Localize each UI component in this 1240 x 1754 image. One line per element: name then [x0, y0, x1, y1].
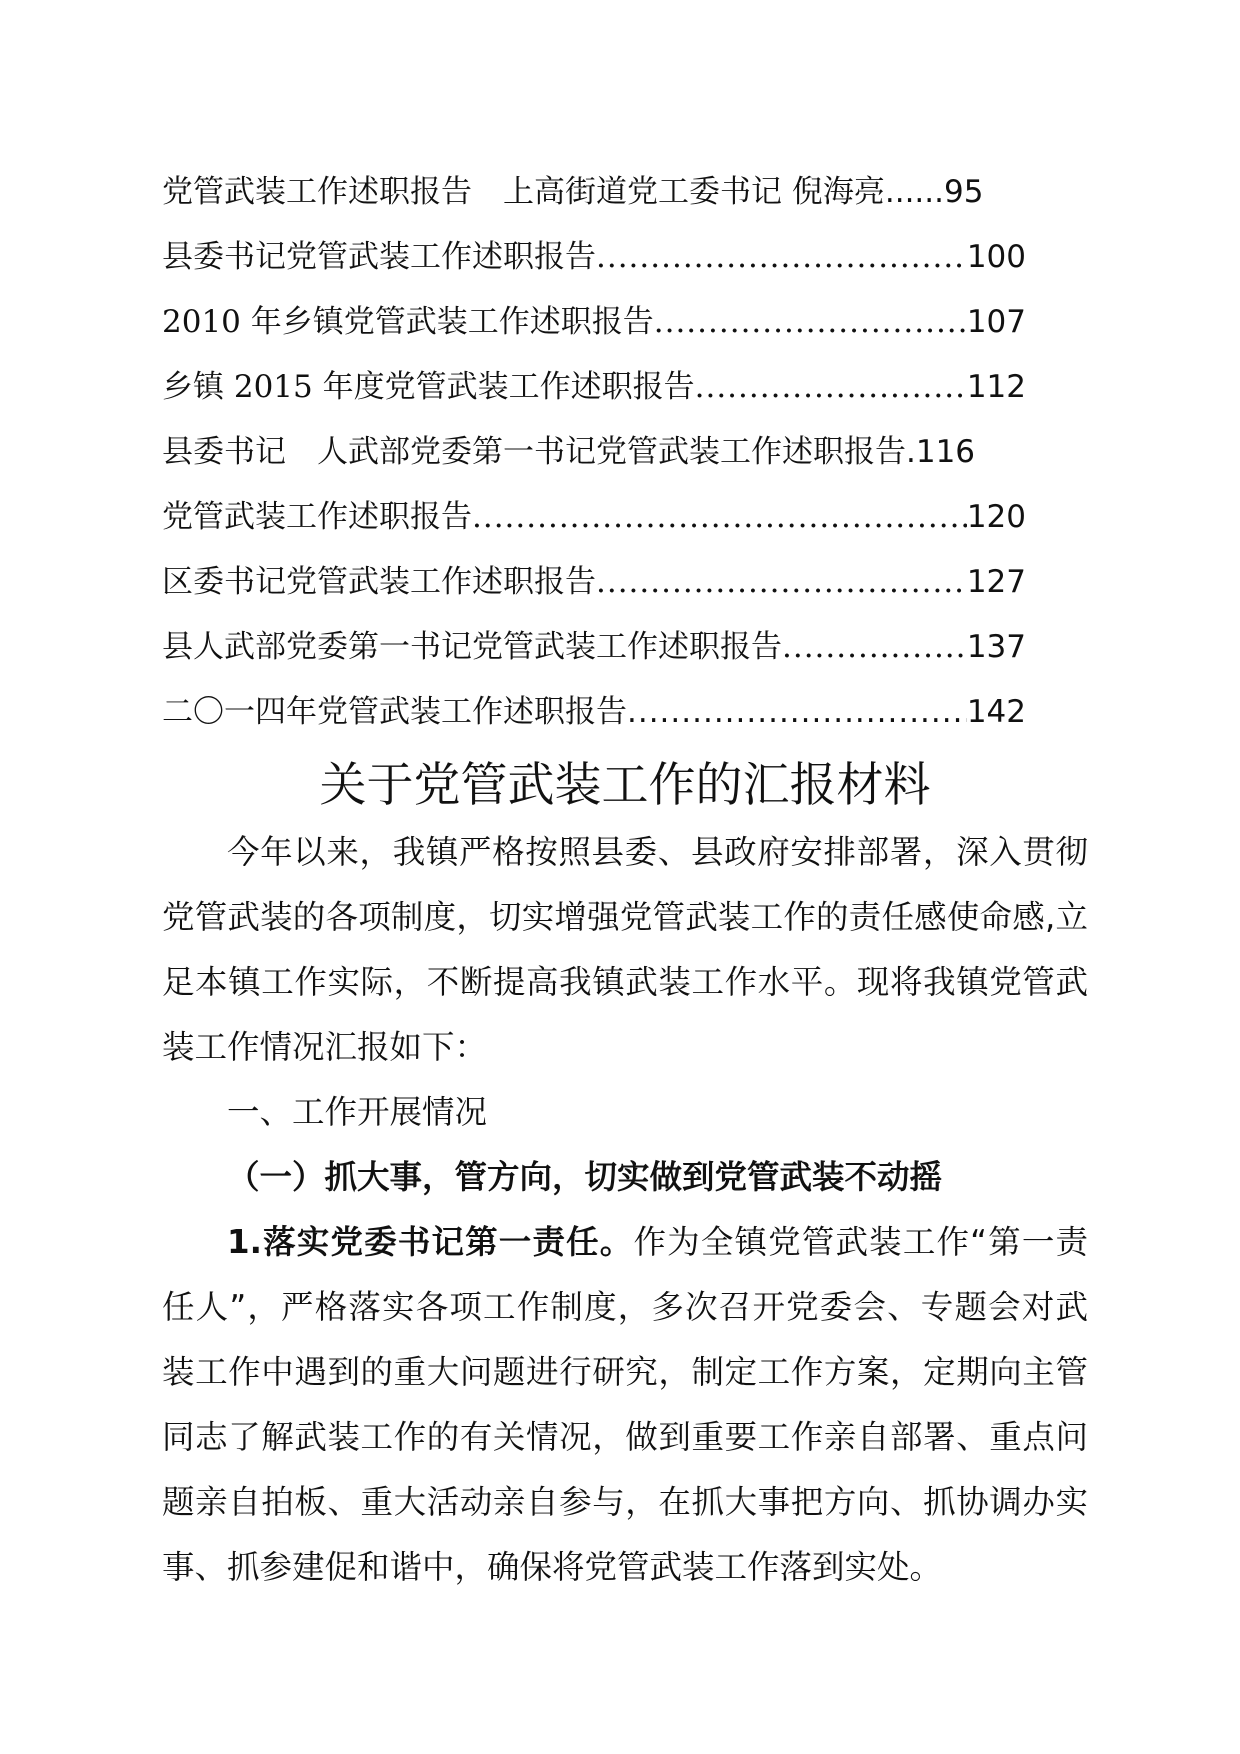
item-text: 作为全镇党管武装工作“第一责任人”，严格落实各项工作制度，多次召开党委会、专题会对武装工作中遇到的重大问题进行研究，制定工作方案，定期向主管同志了解武装工作的有关情况，做到重要工作亲自部署、重点问题亲自拍板、重大活动亲自参与，在抓大事把方向、抓协调办实事、抓参建促和谐中，确保将党管武装工作落到实处。	[162, 1223, 1088, 1586]
item-paragraph	[162, 1210, 1088, 1600]
toc-entry-title: 县委书记 人武部党委第一书记党管武装工作述职报告	[162, 434, 906, 470]
section-heading: 一、工作开展情况	[227, 1093, 488, 1131]
toc-entry[interactable]	[162, 621, 1026, 686]
toc-entry-title: 二〇一四年党管武装工作述职报告	[162, 694, 627, 730]
item-lead: 1.落实党委书记第一责任。	[227, 1223, 634, 1261]
toc-entry-title: 党管武装工作述职报告 上高街道党工委书记 倪海亮	[162, 174, 885, 210]
toc-entry-page: 116	[915, 434, 976, 470]
toc-entry-title: 2010 年乡镇党管武装工作述职报告	[162, 304, 654, 340]
toc-entry-leader: .	[906, 434, 916, 470]
toc-entry[interactable]	[162, 426, 1026, 491]
toc-entry-page: 127	[966, 564, 1026, 600]
intro-paragraph: 今年以来，我镇严格按照县委、县政府安排部署，深入贯彻党管武装的各项制度，切实增强党管武装工作的责任感使命感,立足本镇工作实际，不断提高我镇武装工作水平。现将我镇党管武装工作情况汇报如下：	[162, 833, 1088, 1066]
toc-entry-title: 乡镇 2015 年度党管武装工作述职报告	[162, 369, 695, 405]
toc-entry-title: 县委书记党管武装工作述职报告	[162, 239, 596, 275]
toc-entry[interactable]	[162, 166, 1026, 231]
toc-entry-leader	[782, 629, 967, 665]
toc-entry-leader	[627, 694, 967, 730]
toc-entry-page: 137	[966, 629, 1026, 665]
toc-entry-leader	[472, 499, 967, 535]
toc-entry[interactable]	[162, 491, 1026, 556]
toc-entry-title: 县人武部党委第一书记党管武装工作述职报告	[162, 629, 782, 665]
toc-entry-leader	[695, 369, 967, 405]
toc-entry-leader	[596, 564, 967, 600]
toc-entry-title: 区委书记党管武装工作述职报告	[162, 564, 596, 600]
toc-entry-leader	[596, 239, 967, 275]
toc-entry-page: 100	[966, 239, 1026, 275]
toc-entry[interactable]	[162, 296, 1026, 361]
toc-entry-leader: ......	[884, 174, 944, 210]
toc-entry-page: 107	[966, 304, 1026, 340]
toc-entry[interactable]	[162, 556, 1026, 621]
toc-entry-page: 112	[966, 369, 1026, 405]
table-of-contents	[162, 166, 1026, 751]
toc-entry[interactable]	[162, 231, 1026, 296]
document-title: 关于党管武装工作的汇报材料	[319, 758, 931, 813]
toc-entry-title: 党管武装工作述职报告	[162, 499, 472, 535]
toc-entry[interactable]	[162, 361, 1026, 426]
toc-entry-page: 95	[943, 174, 984, 210]
subsection-heading: （一）抓大事，管方向，切实做到党管武装不动摇	[227, 1158, 943, 1196]
toc-entry-leader	[654, 304, 967, 340]
toc-entry-page: 120	[966, 499, 1026, 535]
toc-entry[interactable]	[162, 686, 1026, 751]
toc-entry-page: 142	[966, 694, 1026, 730]
